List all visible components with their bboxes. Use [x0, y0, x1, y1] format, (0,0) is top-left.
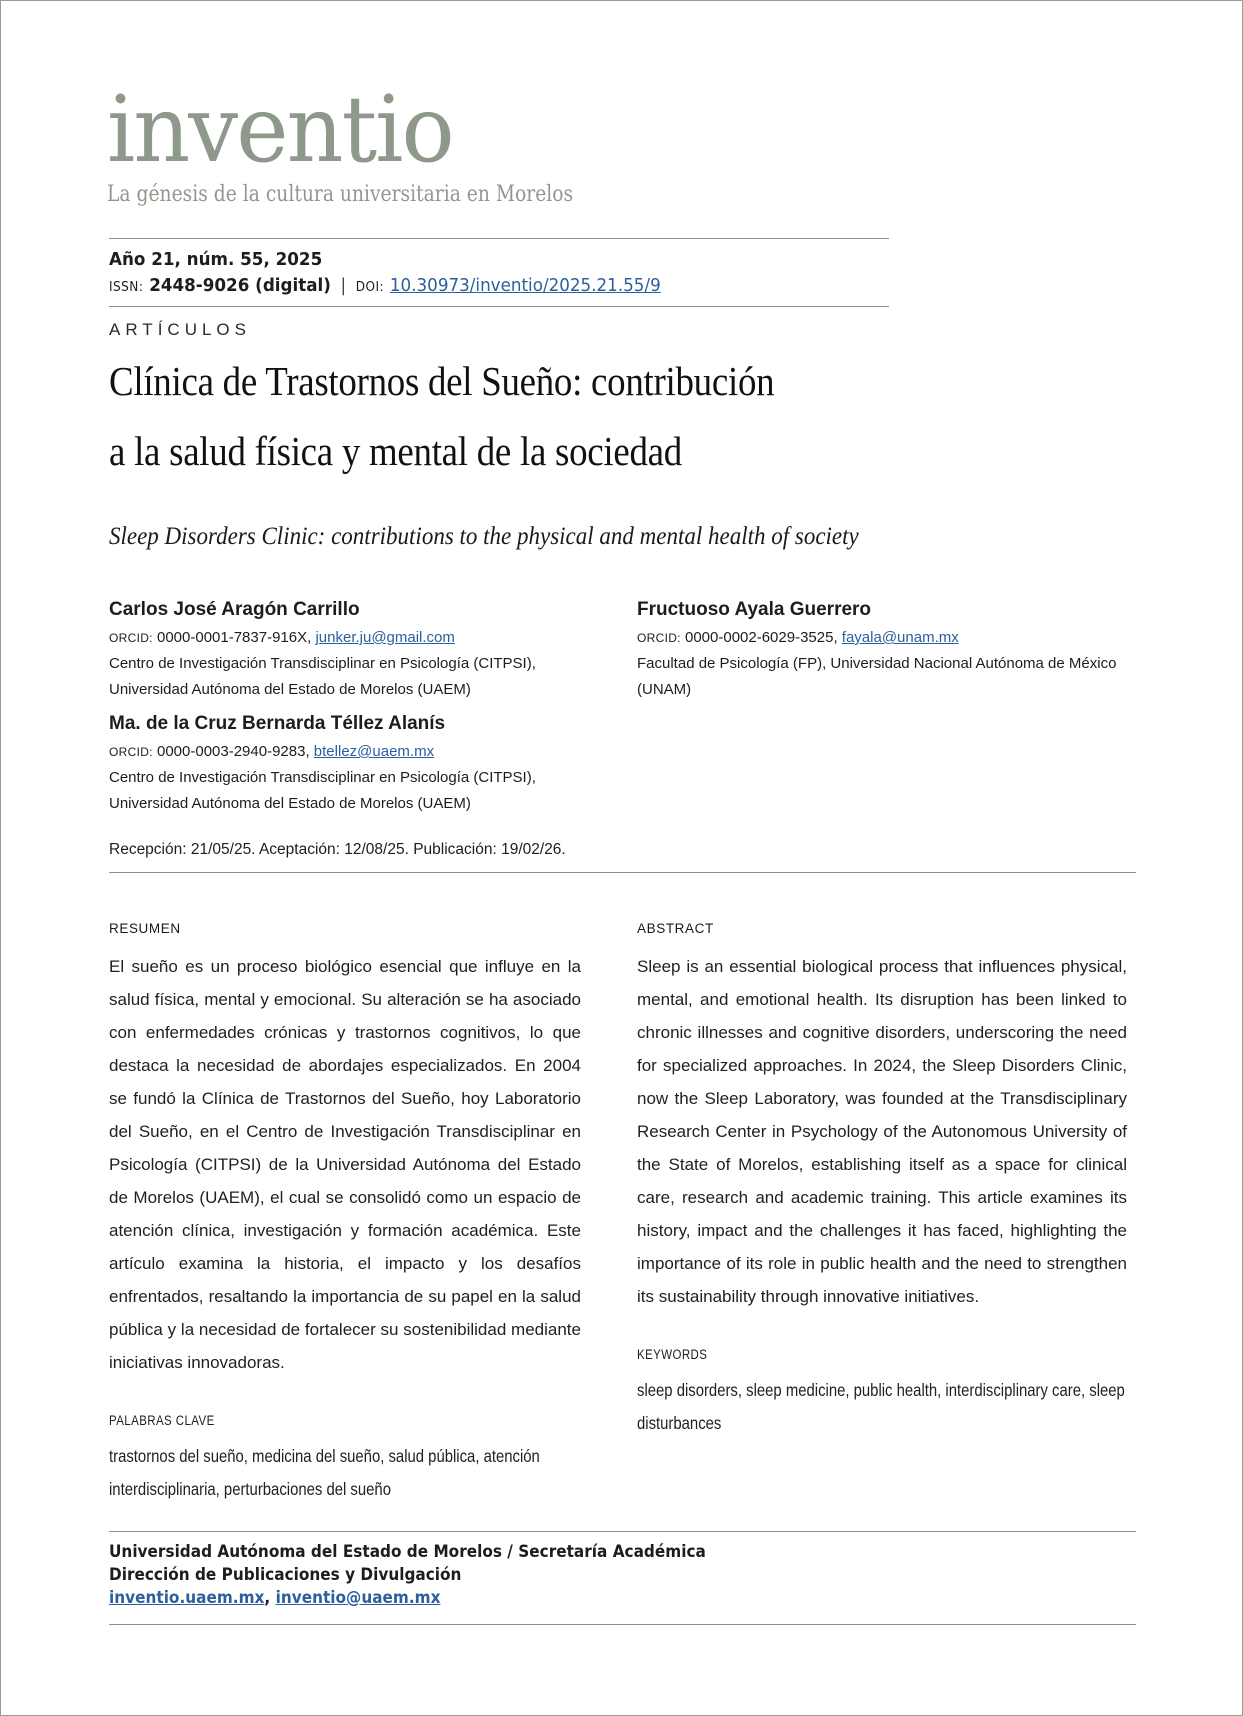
- doi-label: DOI:: [355, 280, 385, 295]
- abstract-column: [637, 921, 1127, 1440]
- keywords-block: [637, 1347, 1128, 1440]
- journal-logo: inventio: [107, 76, 453, 183]
- palabras-clave-heading: PALABRAS CLAVE: [109, 1413, 215, 1428]
- title-line-1: Clínica de Trastornos del Sueño: contribución: [109, 358, 775, 404]
- journal-site-link[interactable]: inventio.uaem.mx: [109, 1588, 265, 1608]
- author-email-link[interactable]: fayala@unam.mx: [841, 629, 959, 646]
- section-label: ARTÍCULOS: [109, 320, 251, 339]
- publisher-footer: [109, 1541, 706, 1610]
- divider: [109, 1531, 1136, 1532]
- keywords-heading: KEYWORDS: [637, 1347, 708, 1362]
- palabras-clave-block: [109, 1413, 582, 1506]
- issue-info: [109, 247, 661, 301]
- issn-doi-line: [109, 273, 661, 301]
- abstract-heading: ABSTRACT: [637, 921, 714, 936]
- palabras-clave-text: trastornos del sueño, medicina del sueño, salud pública, atención interdisciplinaria, perturbaciones del sueño: [109, 1446, 540, 1499]
- author-affiliation: Centro de Investigación Transdisciplinar en Psicología (CITPSI),: [109, 655, 536, 672]
- article-subtitle-en: Sleep Disorders Clinic: contributions to the physical and mental health of society: [109, 523, 859, 550]
- separator: |: [340, 275, 347, 296]
- author-affiliation: Centro de Investigación Transdisciplinar en Psicología (CITPSI),: [109, 769, 536, 786]
- issn-label: ISSN:: [109, 280, 144, 295]
- orcid-label: ORCID:: [637, 631, 681, 645]
- resumen-text: El sueño es un proceso biológico esencial que influye en la salud física, mental y emocional. Su alteración se ha asociado con enfermedades crónicas y trastornos cognitivos, lo que destaca la necesidad de abordajes especializados. En 2004 se fundó la Clínica de Trastornos del Sueño, hoy Laboratorio del Sueño, en el Centro de Investigación Transdisciplinar en Psicología (CITPSI) de la Universidad Autónoma del Estado de Morelos (UAEM), el cual se consolidó como un espacio de atención clínica, investigación y formación académica. Este artículo examina la historia, el impacto y los desafíos enfrentados, resaltando la importancia de su papel en la salud pública y la necesidad de fortalecer su sostenibilidad mediante iniciativas innovadoras.: [109, 957, 581, 1372]
- issue-line: Año 21, núm. 55, 2025: [109, 249, 323, 270]
- author-name: Ma. de la Cruz Bernarda Téllez Alanís: [109, 713, 446, 734]
- masthead: [107, 76, 655, 208]
- divider: [109, 872, 1136, 873]
- article-title: [109, 346, 848, 486]
- orcid-value: 0000-0001-7837-916X,: [156, 629, 312, 646]
- footer-line-1: Universidad Autónoma del Estado de Morelos / Secretaría Académica: [109, 1542, 706, 1562]
- author-email-link[interactable]: btellez@uaem.mx: [313, 743, 435, 760]
- author-name: Carlos José Aragón Carrillo: [109, 599, 360, 620]
- issn-value: 2448-9026 (digital): [149, 275, 331, 296]
- doi-link[interactable]: 10.30973/inventio/2025.21.55/9: [389, 275, 661, 296]
- resumen-column: [109, 921, 581, 1506]
- divider: [109, 306, 889, 307]
- orcid-value: 0000-0003-2940-9283,: [156, 743, 310, 760]
- author-affiliation: Facultad de Psicología (FP), Universidad Nacional Autónoma de México (UNAM): [637, 655, 1117, 698]
- abstract-text: Sleep is an essential biological process that influences physical, mental, and emotional health. Its disruption has been linked to chronic illnesses and cognitive disorders, underscoring the need for specialized approaches. In 2024, the Sleep Disorders Clinic, now the Sleep Laboratory, was founded at the Transdisciplinary Research Center in Psychology of the Autonomous University of the State of Morelos, establishing itself as a space for clinical care, research and academic training. This article examines its history, impact and the challenges it has faced, highlighting the importance of its role in public health and the need to strengthen its sustainability through innovative initiatives.: [637, 957, 1127, 1306]
- title-line-2: a la salud física y mental de la sociedad: [109, 428, 682, 474]
- keywords-text: sleep disorders, sleep medicine, public health, interdisciplinary care, sleep disturbances: [637, 1380, 1125, 1433]
- divider: [109, 238, 889, 239]
- journal-email-link[interactable]: inventio@uaem.mx: [275, 1588, 441, 1608]
- footer-links: [109, 1587, 706, 1610]
- author-orcid-line: [637, 625, 1157, 651]
- resumen-heading: RESUMEN: [109, 921, 181, 936]
- journal-tagline: La génesis de la cultura universitaria en Morelos: [107, 182, 574, 208]
- footer-line-2: Dirección de Publicaciones y Divulgación: [109, 1565, 462, 1585]
- article-dates: Recepción: 21/05/25. Aceptación: 12/08/25. Publicación: 19/02/26.: [109, 841, 566, 858]
- author-email-link[interactable]: junker.ju@gmail.com: [315, 629, 455, 646]
- divider: [109, 1624, 1136, 1625]
- author-name: Fructuoso Ayala Guerrero: [637, 599, 872, 620]
- author-2: [637, 597, 1157, 703]
- orcid-value: 0000-0002-6029-3525,: [684, 629, 838, 646]
- author-orcid-line: [109, 625, 609, 651]
- author-affiliation: Universidad Autónoma del Estado de Morelos (UAEM): [109, 795, 471, 812]
- author-affiliation: Universidad Autónoma del Estado de Morelos (UAEM): [109, 681, 471, 698]
- author-orcid-line: [109, 739, 609, 765]
- orcid-label: ORCID:: [109, 631, 153, 645]
- footer-link-separator: ,: [264, 1588, 271, 1608]
- author-1: [109, 597, 609, 703]
- author-3: [109, 711, 609, 817]
- orcid-label: ORCID:: [109, 745, 153, 759]
